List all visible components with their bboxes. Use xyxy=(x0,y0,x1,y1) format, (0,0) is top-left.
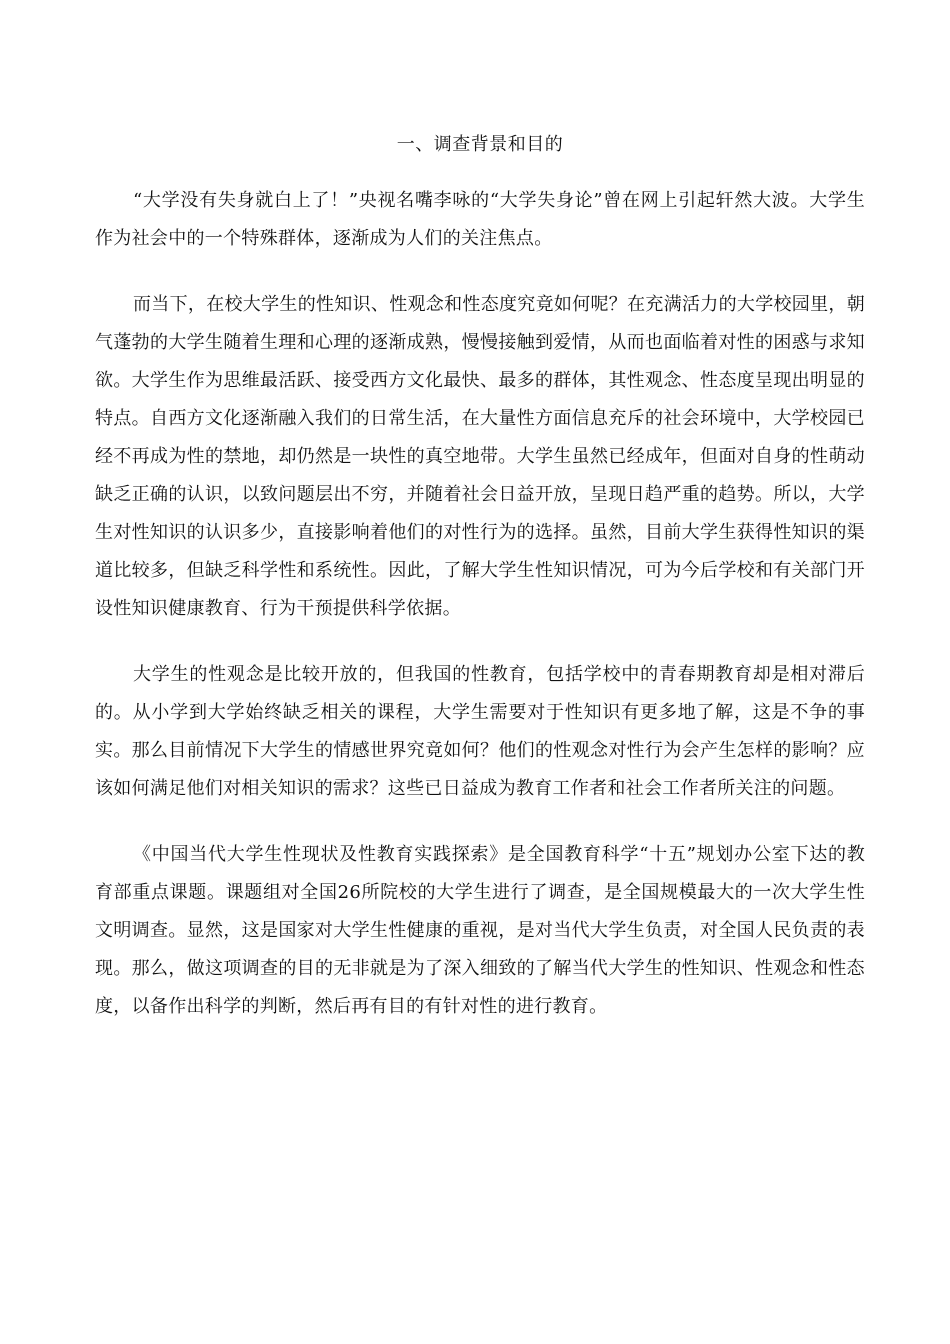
paragraph-1: “大学没有失身就白上了！”央视名嘴李咏的“大学失身论”曾在网上引起轩然大波。大学生作为社会中的一个特殊群体，逐渐成为人们的关注焦点。 xyxy=(95,190,865,249)
paragraph-3: 大学生的性观念是比较开放的，但我国的性教育，包括学校中的青春期教育却是相对滞后的。从小学到大学始终缺乏相关的课程，大学生需要对于性知识有更多地了解，这是不争的事实。那么目前情况下大学生的情感世界究竟如何？他们的性观念对性行为会产生怎样的影响？应该如何满足他们对相关知识的需求？这些已日益成为教育工作者和社会工作者所关注的问题。 xyxy=(95,664,865,799)
paragraph-4: 《中国当代大学生性现状及性教育实践探索》是全国教育科学“十五”规划办公室下达的教育部重点课题。课题组对全国26所院校的大学生进行了调查，是全国规模最大的一次大学生性文明调查。显然，这是国家对大学生性健康的重视，是对当代大学生负责，对全国人民负责的表现。那么，做这项调查的目的无非就是为了深入细致的了解当代大学生的性知识、性观念和性态度，以备作出科学的判断，然后再有目的有针对性的进行教育。 xyxy=(95,844,865,1017)
section-heading: 一、调查背景和目的 xyxy=(396,134,564,155)
paragraph-2: 而当下，在校大学生的性知识、性观念和性态度究竟如何呢？在充满活力的大学校园里，朝气蓬勃的大学生随着生理和心理的逐渐成熟，慢慢接触到爱情，从而也面临着对性的困惑与求知欲。大学生作为思维最活跃、接受西方文化最快、最多的群体，其性观念、性态度呈现出明显的特点。自西方文化逐渐融入我们的日常生活，在大量性方面信息充斥的社会环境中，大学校园已经不再成为性的禁地，却仍然是一块性的真空地带。大学生虽然已经成年，但面对自身的性萌动缺乏正确的认识，以致问题层出不穷，并随着社会日益开放，呈现日趋严重的趋势。所以，大学生对性知识的认识多少，直接影响着他们的对性行为的选择。虽然，目前大学生获得性知识的渠道比较多，但缺乏科学性和系统性。因此，了解大学生性知识情况，可为今后学校和有关部门开设性知识健康教育、行为干预提供科学依据。 xyxy=(95,294,865,619)
document-page xyxy=(95,128,865,1054)
